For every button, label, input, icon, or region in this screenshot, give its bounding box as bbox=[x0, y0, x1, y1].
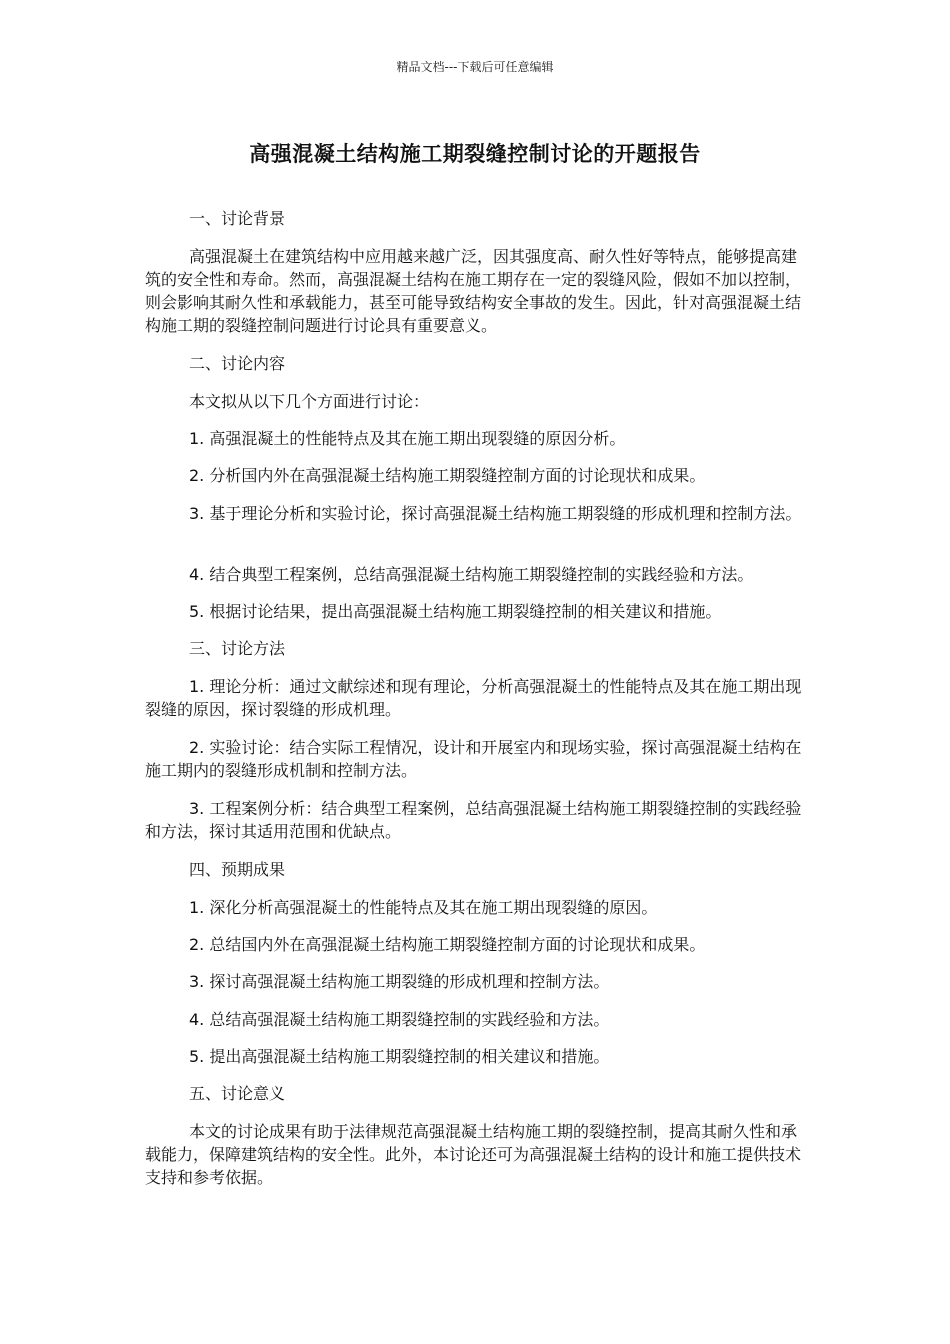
section-heading-method: 三、讨论方法 bbox=[189, 639, 286, 658]
significance-paragraph: 本文的讨论成果有助于法律规范高强混凝土结构施工期的裂缝控制，提高其耐久性和承载能力，保障建筑结构的安全性。此外，本讨论还可为高强混凝土结构的设计和施工提供技术支持和参考依据。 bbox=[145, 1122, 802, 1187]
section-heading-background: 一、讨论背景 bbox=[189, 209, 286, 228]
outcome-item-5: 5. 提出高强混凝土结构施工期裂缝控制的相关建议和措施。 bbox=[189, 1047, 610, 1066]
content-item-1: 1. 高强混凝土的性能特点及其在施工期出现裂缝的原因分析。 bbox=[189, 429, 626, 448]
content-item-3: 3. 基于理论分析和实验讨论，探讨高强混凝土结构施工期裂缝的形成机理和控制方法。 bbox=[189, 504, 802, 523]
outcome-item-2: 2. 总结国内外在高强混凝土结构施工期裂缝控制方面的讨论现状和成果。 bbox=[189, 935, 706, 954]
section-heading-content: 二、讨论内容 bbox=[189, 354, 286, 373]
content-item-2: 2. 分析国内外在高强混凝土结构施工期裂缝控制方面的讨论现状和成果。 bbox=[189, 466, 706, 485]
method-item-1: 1. 理论分析：通过文献综述和现有理论，分析高强混凝土的性能特点及其在施工期出现裂缝的原因，探讨裂缝的形成机理。 bbox=[145, 677, 802, 719]
method-item-3: 3. 工程案例分析：结合典型工程案例，总结高强混凝土结构施工期裂缝控制的实践经验和方法，探讨其适用范围和优缺点。 bbox=[145, 799, 802, 841]
outcome-item-3: 3. 探讨高强混凝土结构施工期裂缝的形成机理和控制方法。 bbox=[189, 972, 610, 991]
content-item-4: 4. 结合典型工程案例，总结高强混凝土结构施工期裂缝控制的实践经验和方法。 bbox=[189, 565, 754, 584]
content-intro: 本文拟从以下几个方面进行讨论： bbox=[189, 392, 430, 411]
background-paragraph: 高强混凝土在建筑结构中应用越来越广泛，因其强度高、耐久性好等特点，能够提高建筑的安全性和寿命。然而，高强混凝土结构在施工期存在一定的裂缝风险，假如不加以控制，则会影响其耐久性和承载能力，甚至可能导致结构安全事故的发生。因此，针对高强混凝土结构施工期的裂缝控制问题进行讨论具有重要意义。 bbox=[145, 247, 802, 335]
content-item-5: 5. 根据讨论结果，提出高强混凝土结构施工期裂缝控制的相关建议和措施。 bbox=[189, 602, 722, 621]
section-heading-significance: 五、讨论意义 bbox=[189, 1084, 286, 1103]
method-item-2: 2. 实验讨论：结合实际工程情况，设计和开展室内和现场实验，探讨高强混凝土结构在施工期内的裂缝形成机制和控制方法。 bbox=[145, 738, 802, 780]
document-title: 高强混凝土结构施工期裂缝控制讨论的开题报告 bbox=[249, 142, 701, 166]
header-note: 精品文档---下载后可任意编辑 bbox=[396, 60, 554, 74]
outcome-item-4: 4. 总结高强混凝土结构施工期裂缝控制的实践经验和方法。 bbox=[189, 1010, 610, 1029]
outcome-item-1: 1. 深化分析高强混凝土的性能特点及其在施工期出现裂缝的原因。 bbox=[189, 898, 658, 917]
section-heading-outcomes: 四、预期成果 bbox=[189, 860, 286, 879]
